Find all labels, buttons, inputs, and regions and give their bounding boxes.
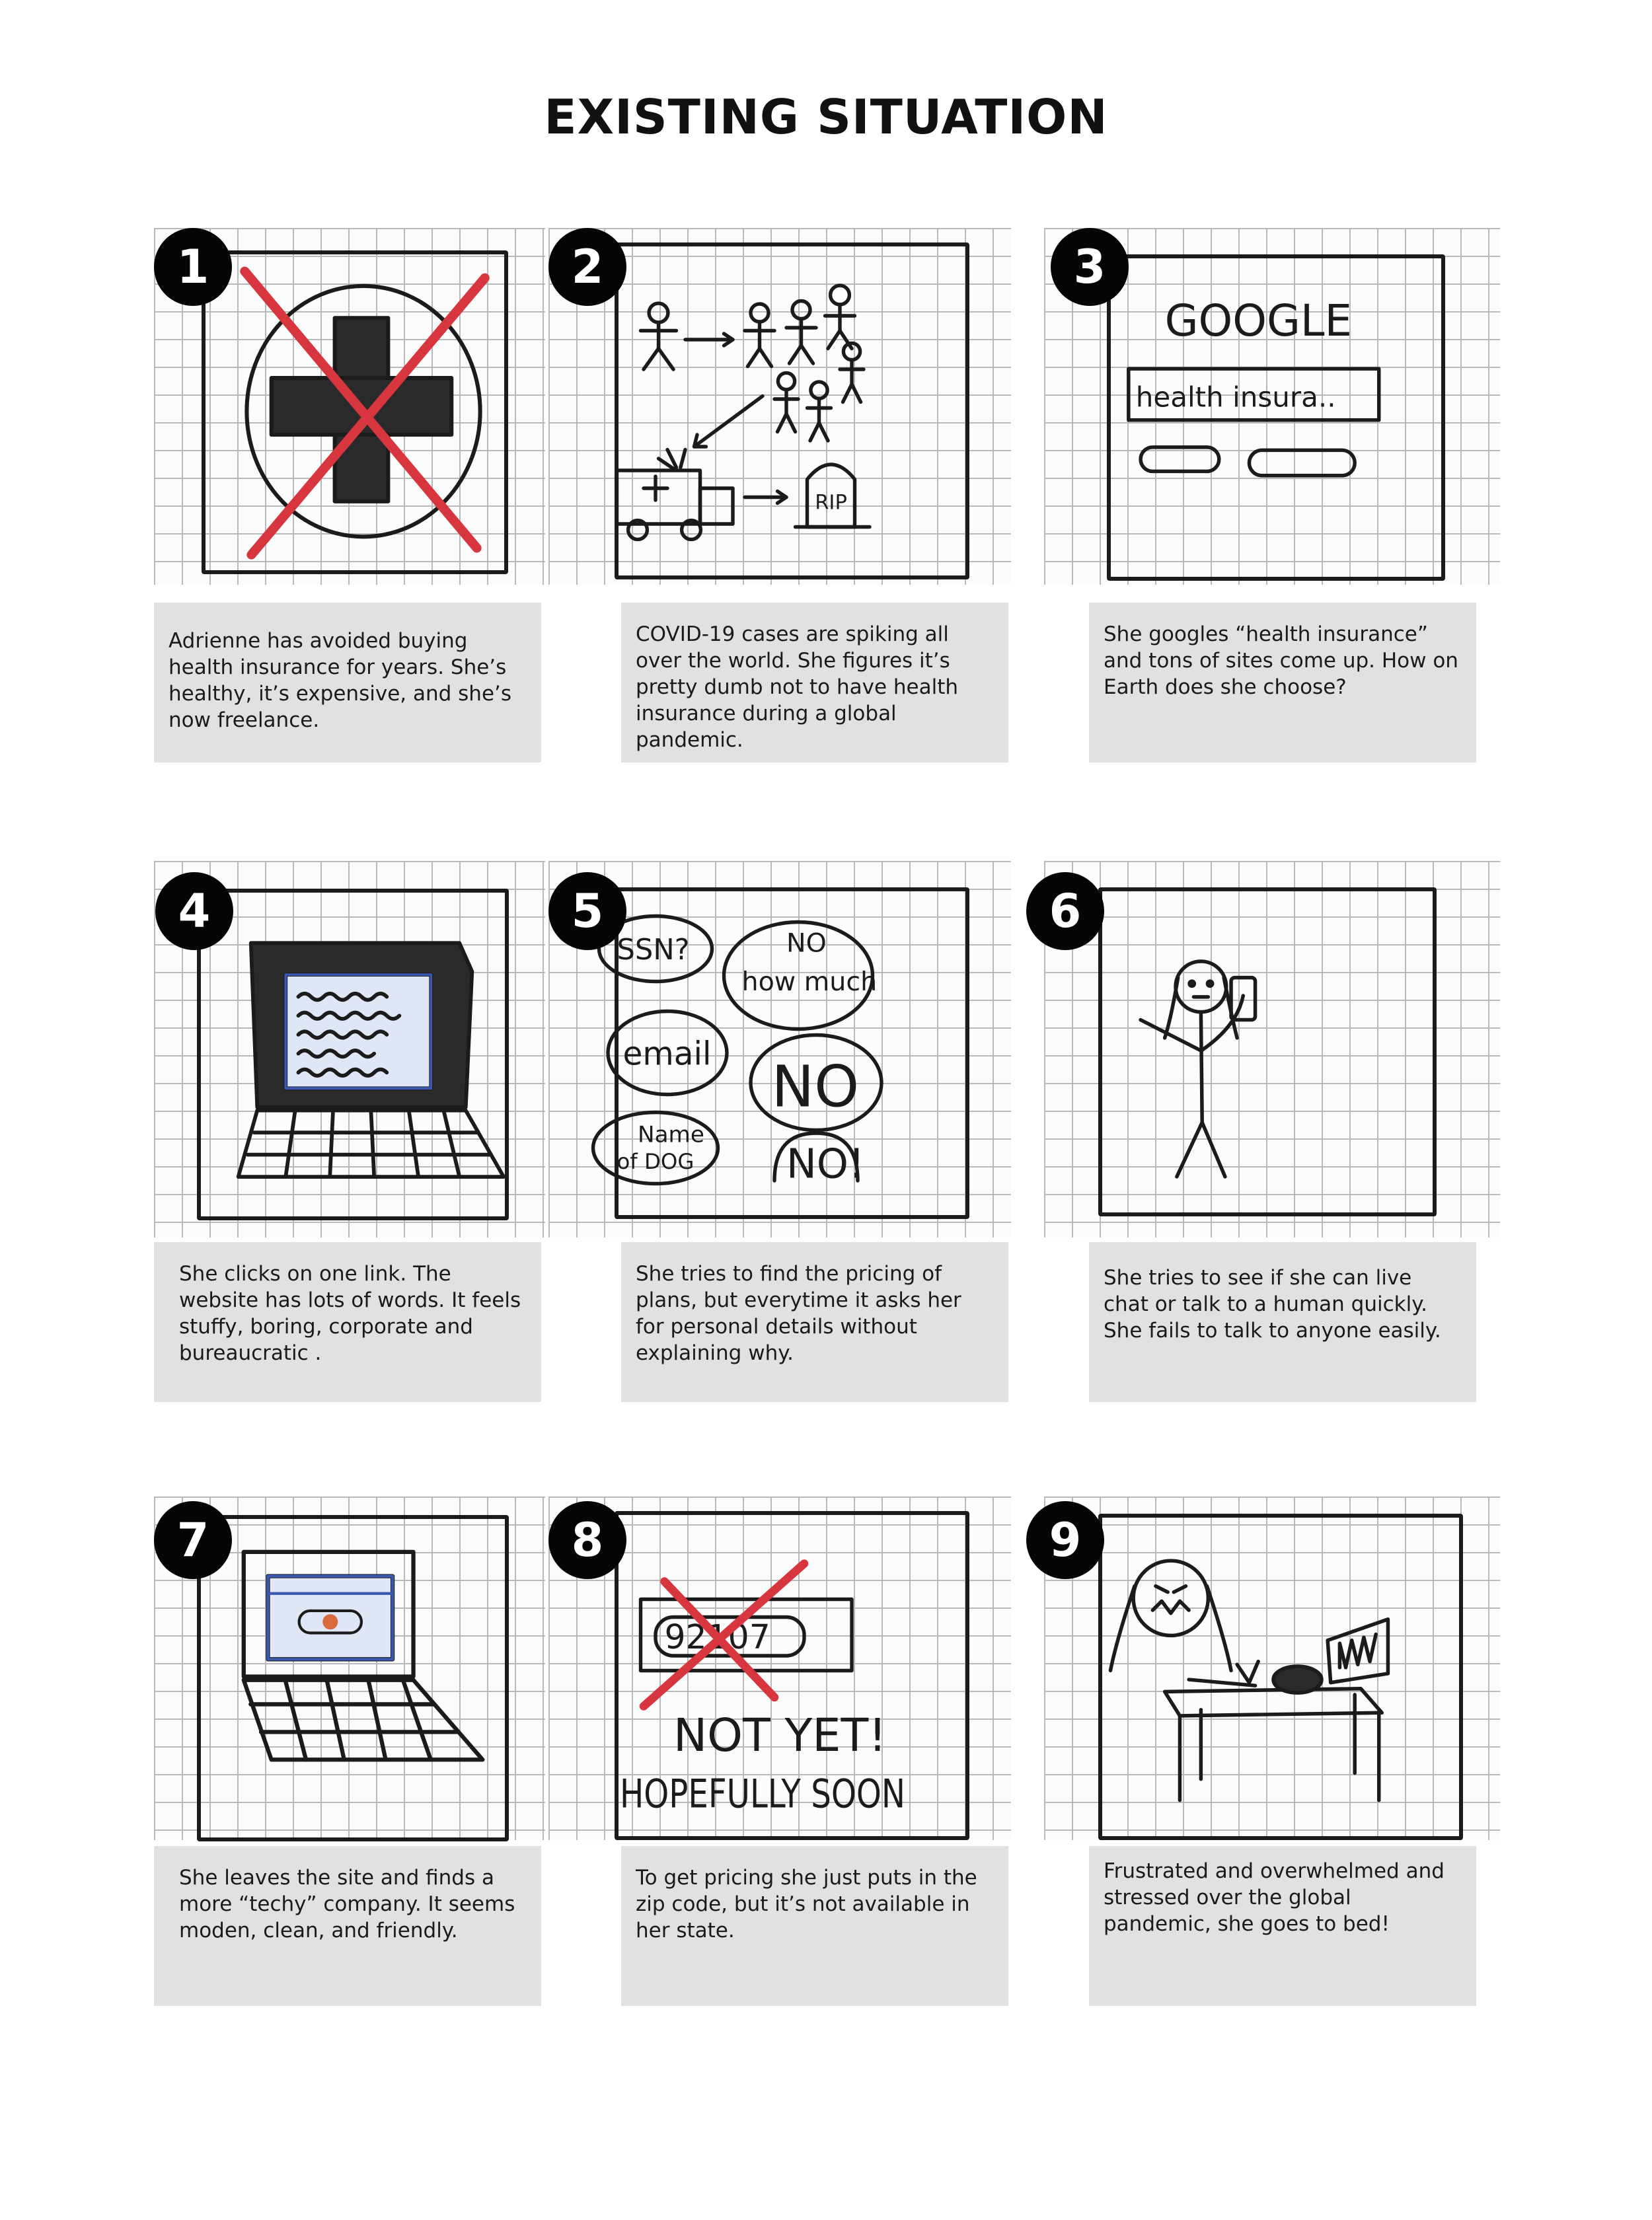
panel-caption-1: Adrienne has avoided buying health insurance for years. She’s healthy, it’s expensive, and she’s now freelance. — [154, 603, 541, 762]
ambulance-icon — [617, 450, 733, 540]
panel-caption-8: To get pricing she just puts in the zip code, but it’s not available in her state. — [621, 1846, 1008, 2006]
arm — [1237, 1662, 1258, 1683]
stick-figure-crowd — [745, 285, 864, 441]
lucky-button — [1249, 450, 1355, 475]
storyboard-panel-9 — [1044, 1497, 1500, 1840]
keyboard-grid — [250, 1680, 458, 1760]
sketch-text-zip: 92107 — [664, 1617, 770, 1657]
sketch-text-search-query: health insura.. — [1135, 381, 1336, 414]
sketch-frustrated-at-desk — [1044, 1497, 1460, 1857]
panel-number-badge-7: 7 — [154, 1501, 232, 1579]
panel-caption-4: She clicks on one link. The website has lots of words. It feels stuffy, boring, corporate and bureaucratic . — [154, 1242, 541, 1402]
keyboard-grid — [248, 1111, 491, 1177]
desk — [1165, 1689, 1382, 1800]
panel-caption-6: She tries to see if she can live chat or talk to a human quickly. She fails to talk to anyone easily. — [1089, 1242, 1476, 1402]
laptop-keyboard — [244, 1680, 483, 1760]
frustrated-face — [1110, 1561, 1231, 1670]
search-button — [1141, 447, 1219, 472]
arrow-down-left-icon — [695, 396, 763, 447]
sketch-text-no-2: NO — [771, 1054, 860, 1121]
monitor — [1328, 1619, 1388, 1683]
panel-caption-7: She leaves the site and finds a more “techy” company. It seems moden, clean, and friendly. — [154, 1846, 541, 2006]
stick-figure — [641, 303, 677, 369]
panel-number-badge-4: 4 — [155, 872, 233, 950]
sketch-text-rip: RIP — [815, 491, 847, 515]
panel-number-badge-3: 3 — [1051, 228, 1129, 306]
sketch-text-how-much: how much — [741, 967, 878, 997]
sketch-text-hopefully-soon: HOPEFULLY SOON — [620, 1771, 905, 1818]
cursor-dot — [324, 1616, 336, 1627]
panel-caption-3: She googles “health insurance” and tons of sites come up. How on Earth does she choose? — [1089, 603, 1476, 762]
sketch-text-ssn: SSN? — [617, 934, 690, 967]
storyboard-panel-6 — [1044, 861, 1500, 1238]
panel-caption-2: COVID-19 cases are spiking all over the world. She figures it’s pretty dumb not to have health insurance during a global pandemic. — [621, 603, 1008, 762]
panel-number-badge-8: 8 — [548, 1501, 626, 1579]
panel-number-badge-6: 6 — [1026, 872, 1104, 950]
panel-number-badge-9: 9 — [1026, 1501, 1104, 1579]
sketch-text-no-3: NO! — [786, 1140, 865, 1188]
panel-number-badge-2: 2 — [548, 228, 626, 306]
panel-number-badge-1: 1 — [154, 228, 232, 306]
sketch-text-not-yet: NOT YET! — [673, 1710, 887, 1762]
panel-caption-9: Frustrated and overwhelmed and stressed over the global pandemic, she goes to bed! — [1089, 1846, 1476, 2006]
arm — [1189, 1680, 1255, 1685]
panel-caption-5: She tries to find the pricing of plans, but everytime it asks her for personal details without explaining why. — [621, 1242, 1008, 1402]
stick-figure-woman — [1141, 961, 1243, 1177]
sketch-text-of-dog: of DOG — [617, 1149, 695, 1174]
sketch-text-email: email — [622, 1035, 712, 1073]
sketch-person-on-phone — [1044, 861, 1460, 1221]
sketch-text-google: GOOGLE — [1164, 295, 1353, 346]
arrow-right-icon — [685, 334, 733, 346]
head-on-desk — [1273, 1666, 1322, 1693]
sketch-text-no-1: NO — [786, 928, 827, 959]
sketch-text-name: Name — [638, 1121, 704, 1148]
arrow-right-icon — [745, 492, 786, 503]
page-title: EXISTING SITUATION — [544, 89, 1108, 145]
panel-number-badge-5: 5 — [548, 872, 626, 950]
